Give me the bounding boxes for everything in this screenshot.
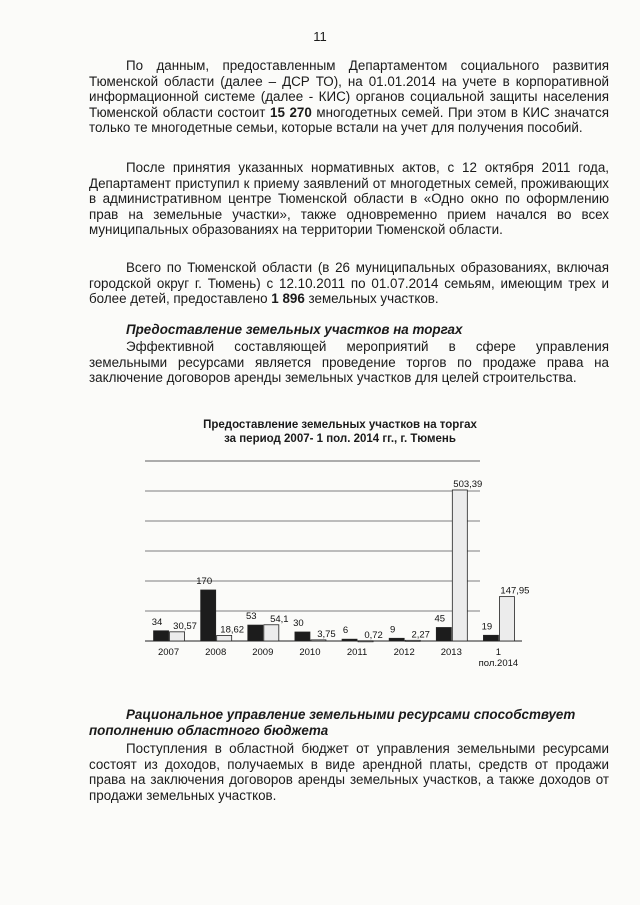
- data-label: 170: [196, 576, 213, 587]
- page-number: 11: [313, 29, 327, 44]
- bar-value-4: [358, 641, 373, 642]
- data-label: 54,1: [270, 613, 289, 625]
- paragraph-dsr-text-b: многодетных семей. При этом в КИС значатся только те многодетные семьи, которые встали на учет для получения пособий.: [89, 104, 609, 136]
- chart-title-line1: Предоставление земельных участков на торгах: [203, 419, 477, 431]
- bar-count-1: [201, 590, 216, 641]
- heading-budget: Рациональное управление земельными ресурсами способствует пополнению областного бюджета: [89, 707, 576, 738]
- bar-count-6: [436, 628, 451, 642]
- x-tick-label: 2007: [157, 647, 180, 658]
- data-label: 147,95: [500, 585, 530, 597]
- heading-auctions: Предоставление земельных участков на торгах: [126, 322, 463, 337]
- data-label: 503,39: [453, 478, 483, 490]
- data-label: 6: [342, 625, 349, 637]
- data-label: 45: [434, 613, 446, 625]
- plots-count: 1 896: [271, 291, 305, 307]
- data-label: 34: [151, 616, 163, 628]
- x-tick-label: 2009: [252, 647, 274, 658]
- chart-title-line2: за период 2007- 1 пол. 2014 гг., г. Тюмень: [224, 432, 456, 445]
- bar-count-4: [342, 639, 357, 641]
- data-label: 30: [293, 618, 304, 629]
- bar-count-5: [389, 638, 404, 641]
- x-tick-label: пол.2014: [478, 658, 519, 669]
- bar-count-3: [295, 632, 310, 641]
- bar-count-2: [248, 625, 263, 641]
- x-tick-label: 2010: [299, 647, 321, 658]
- bar-value-1: [217, 635, 232, 641]
- paragraph-acts: После принятия указанных нормативных актов, с 12 октября 2011 года, Департамент приступил к приему заявлений от многодетных семей, проживающих в административном центре Тюменской области в «Одно окно по оформлению прав на земельные участки», также одновременно прием начался во всех муниципальных образованиях на территории Тюменской области.: [89, 160, 609, 238]
- x-tick-label: 2012: [393, 647, 415, 658]
- data-label: 19: [481, 621, 493, 633]
- data-label: 18,62: [220, 624, 245, 636]
- paragraph-auctions: Эффективной составляющей мероприятий в сфере управления земельными ресурсами является проведение торгов по продаже права на заключение договоров аренды земельных участков для целей строительства.: [89, 339, 609, 386]
- bar-value-5: [405, 640, 420, 641]
- families-count: 15 270: [270, 104, 312, 120]
- data-label: 53: [246, 611, 257, 623]
- x-tick-label: 2008: [205, 647, 227, 658]
- x-tick-label: 1: [495, 647, 502, 658]
- bar-count-7: [483, 635, 498, 641]
- paragraph-total-text-a: Всего по Тюменской области (в 26 муниципальных образованиях, включая городской округ г. Тюмень) с 12.10.2011 по 01.07.2014 семьям, имеющим трех и более детей, предоставлено: [89, 260, 609, 307]
- bar-value-6: [452, 490, 467, 641]
- data-label: 3,75: [317, 628, 336, 640]
- paragraph-total-text-b: земельных участков.: [304, 291, 439, 307]
- x-tick-label: 2013: [440, 647, 462, 658]
- bar-value-7: [499, 597, 514, 641]
- x-tick-label: 2011: [346, 647, 368, 658]
- bar-count-0: [154, 631, 169, 641]
- data-label: 0,72: [364, 629, 383, 641]
- paragraph-dsr-text-a: По данным, предоставленным Департаментом социального развития Тюменской области (далее – ДСР ТО), на 01.01.2014 на учете в корпоративной информационной системе (далее - КИС) органов социальной защиты населения Тюменской области состоит: [89, 58, 609, 120]
- data-label: 2,27: [411, 629, 430, 641]
- data-label: 9: [390, 624, 396, 636]
- bar-value-0: [170, 632, 185, 641]
- bar-value-3: [311, 640, 326, 641]
- paragraph-budget: Поступления в областной бюджет от управления земельными ресурсами состоят из доходов, получаемых в виде арендной платы, средств от продажи права на заключения договоров аренды земельных участков, а также доходов от продажи земельных участков.: [89, 741, 609, 803]
- bar-value-2: [264, 625, 279, 641]
- data-label: 30,57: [173, 620, 197, 632]
